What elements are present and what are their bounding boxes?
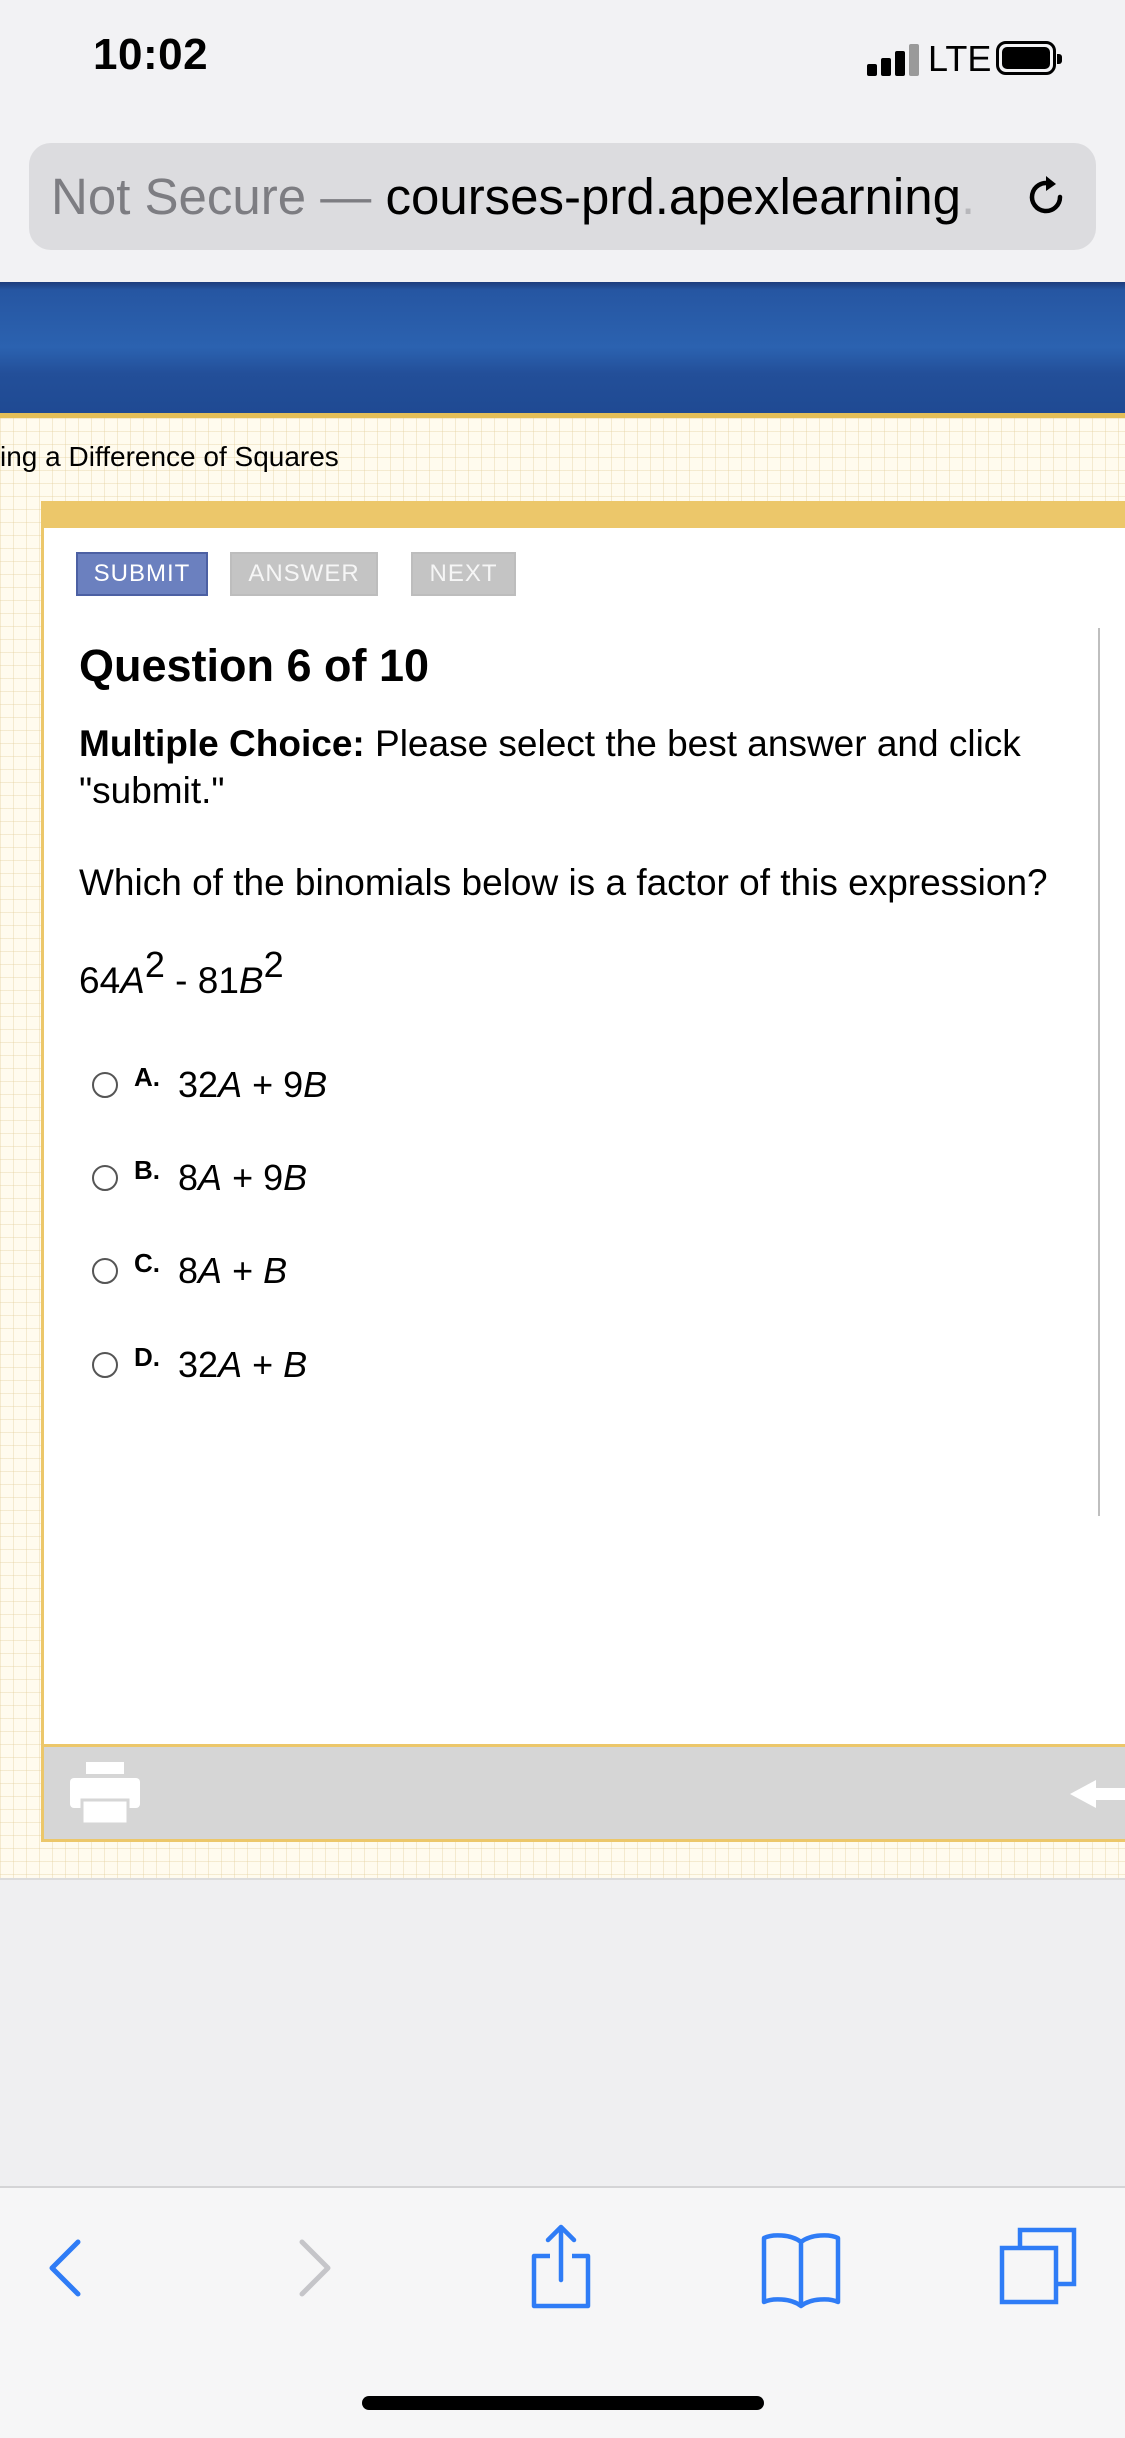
instructions: [79, 720, 1079, 814]
radio-button[interactable]: [92, 1165, 118, 1191]
card-top-bar: [41, 501, 1125, 528]
radio-button[interactable]: [92, 1352, 118, 1378]
math-variable: B: [303, 1064, 328, 1105]
choice-d[interactable]: [92, 1335, 307, 1395]
reload-icon[interactable]: [1020, 171, 1072, 223]
url-domain-fade: .: [960, 168, 976, 225]
expr-var-1: A: [120, 960, 145, 1001]
math-variable: B: [283, 1344, 308, 1385]
math-variable: B: [263, 1250, 288, 1291]
print-icon[interactable]: [70, 1762, 140, 1824]
site-header: [0, 282, 1125, 413]
expr-coef-2: 81: [197, 960, 239, 1001]
next-button[interactable]: NEXT: [411, 552, 516, 596]
tabs-icon[interactable]: [994, 2222, 1084, 2312]
expr-exp-1: 2: [144, 944, 165, 985]
choice-letter: C.: [134, 1247, 160, 1278]
choice-letter: A.: [134, 1061, 160, 1092]
choice-text: 8A + 9B: [178, 1157, 308, 1198]
url-domain: courses-prd.apexlearning: [385, 168, 961, 225]
math-variable: B: [283, 1157, 308, 1198]
expr-exp-2: 2: [263, 944, 284, 985]
choice-b[interactable]: [92, 1148, 307, 1208]
security-label: Not Secure: [51, 168, 307, 225]
math-variable: A: [198, 1157, 223, 1198]
question-prompt: Which of the binomials below is a factor of this expression?: [79, 862, 1048, 903]
choice-text: 32A + B: [178, 1344, 308, 1385]
card-footer: [41, 1744, 1125, 1842]
answer-button[interactable]: ANSWER: [230, 552, 378, 596]
address-bar[interactable]: [29, 143, 1096, 250]
page-blank-area: [0, 1878, 1125, 2188]
expr-coef-1: 64: [79, 960, 121, 1001]
instructions-text: Please select the best answer and click "submit.": [79, 723, 1021, 811]
choice-letter: D.: [134, 1341, 160, 1372]
math-variable: A: [198, 1250, 223, 1291]
expr-var-2: B: [238, 960, 264, 1001]
chevron-left-icon[interactable]: [20, 2222, 110, 2312]
lesson-title: ing a Difference of Squares: [0, 441, 339, 472]
radio-button[interactable]: [92, 1072, 118, 1098]
math-variable: A: [218, 1344, 243, 1385]
share-icon[interactable]: [516, 2222, 606, 2312]
url-separator: —: [320, 168, 372, 225]
math-expression: [79, 944, 284, 1002]
network-type: LTE: [928, 38, 992, 79]
choice-text: 8A + B: [178, 1250, 288, 1291]
back-arrow-icon[interactable]: [1070, 1778, 1125, 1810]
signal-strength-icon: [867, 44, 919, 76]
question-card: [41, 528, 1125, 1744]
card-divider: [1098, 628, 1100, 1516]
choice-text: 32A + 9B: [178, 1064, 328, 1105]
book-icon[interactable]: [756, 2222, 846, 2312]
instructions-type: Multiple Choice:: [79, 723, 365, 764]
expr-operator: -: [164, 960, 198, 1001]
math-variable: A: [218, 1064, 243, 1105]
status-time: 10:02: [93, 30, 209, 79]
battery-icon: [996, 41, 1056, 75]
home-indicator: [362, 2396, 764, 2410]
choice-c[interactable]: [92, 1241, 287, 1301]
chevron-right-icon: [270, 2222, 360, 2312]
question-heading: Question 6 of 10: [79, 640, 430, 691]
choice-a[interactable]: [92, 1055, 327, 1115]
choice-letter: B.: [134, 1154, 160, 1185]
submit-button[interactable]: SUBMIT: [76, 552, 208, 596]
radio-button[interactable]: [92, 1258, 118, 1284]
url-text[interactable]: [51, 167, 1011, 226]
